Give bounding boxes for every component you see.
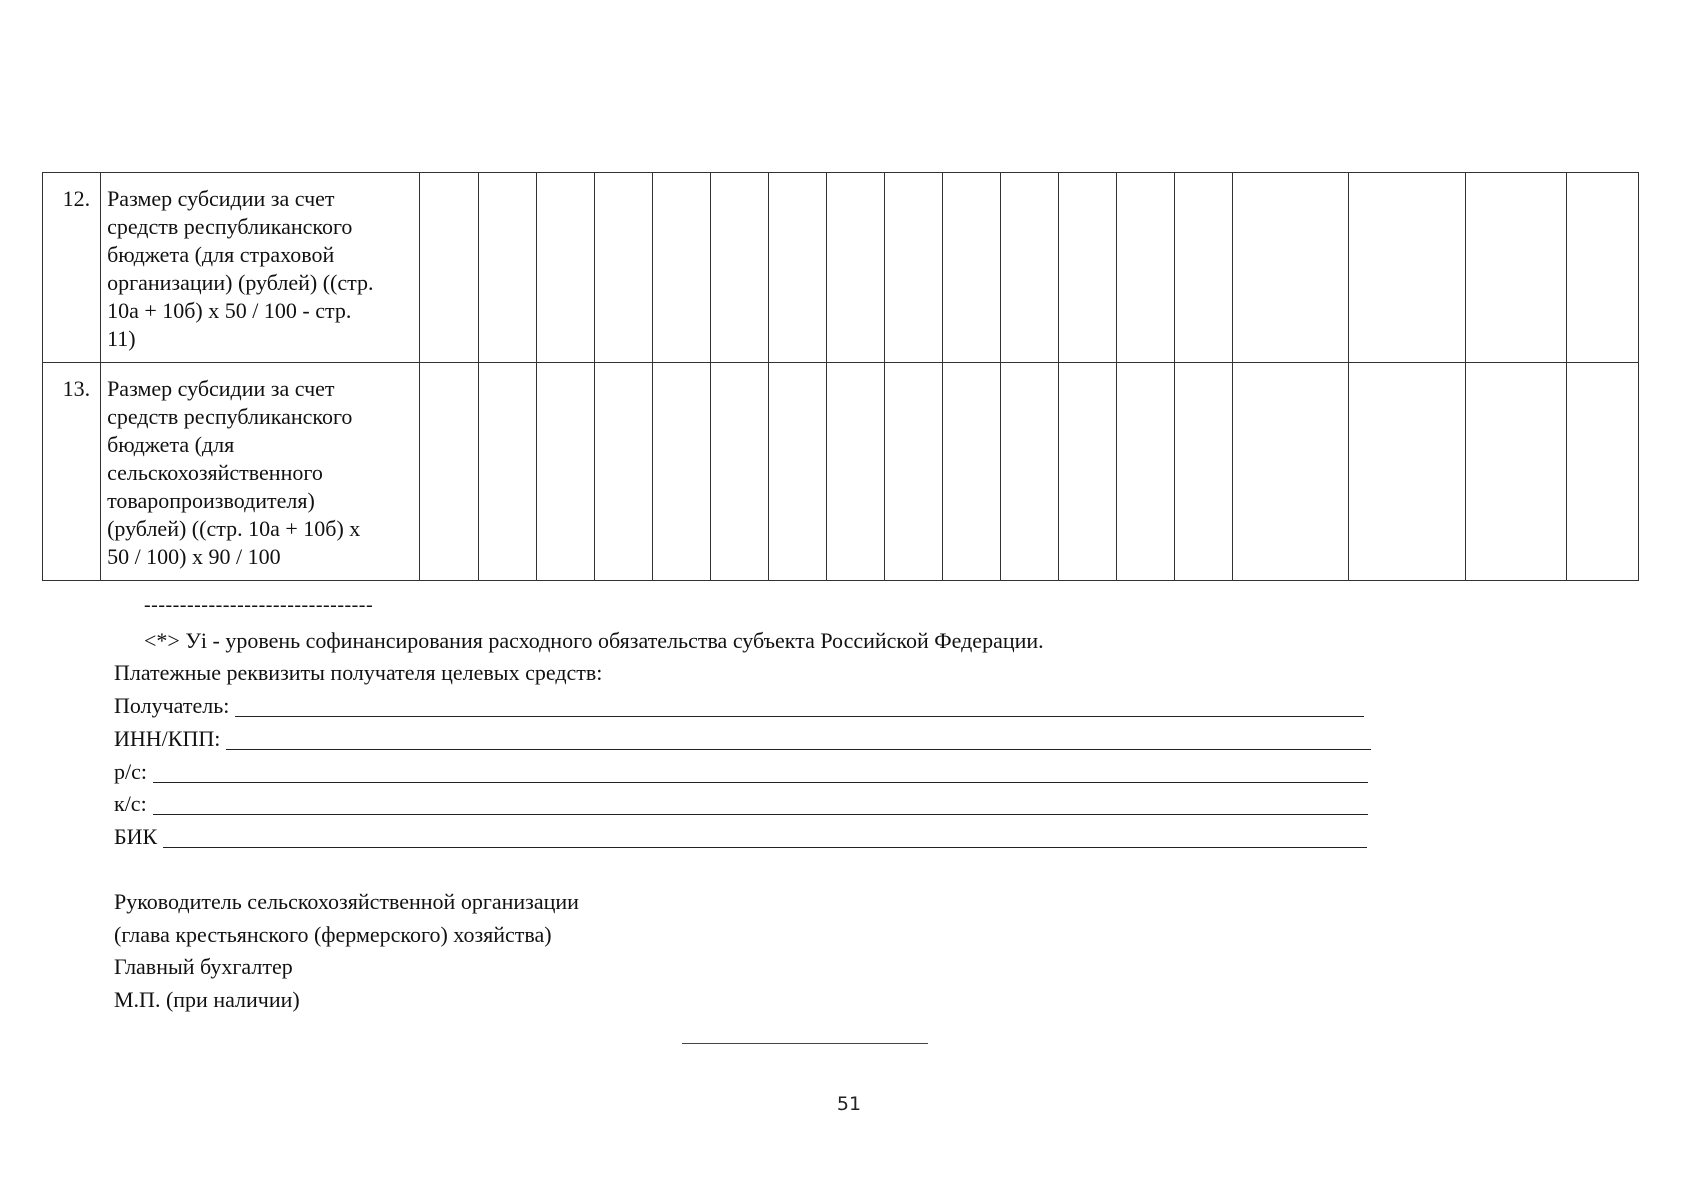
value-cell[interactable] bbox=[1566, 363, 1638, 581]
value-cell[interactable] bbox=[478, 363, 536, 581]
correspondent-account-label: к/с: bbox=[114, 791, 147, 816]
value-cell[interactable] bbox=[1175, 173, 1233, 363]
value-cell[interactable] bbox=[420, 363, 478, 581]
value-cell[interactable] bbox=[710, 363, 768, 581]
subsidy-calculation-table bbox=[42, 172, 1639, 581]
row-label-line: бюджета (для bbox=[107, 432, 235, 457]
value-cell[interactable] bbox=[1001, 173, 1059, 363]
value-cell[interactable] bbox=[478, 173, 536, 363]
footnote-text: <*> Уi - уровень софинансирования расходного обязательства субъекта Российской Федерации. bbox=[144, 628, 1044, 653]
value-cell[interactable] bbox=[768, 363, 826, 581]
row-label-line: 10а + 10б) x 50 / 100 - стр. bbox=[107, 298, 352, 323]
bik-field[interactable] bbox=[114, 823, 1367, 851]
value-cell[interactable] bbox=[536, 363, 594, 581]
value-cell[interactable] bbox=[536, 173, 594, 363]
settlement-account-line[interactable] bbox=[153, 760, 1368, 783]
value-cell[interactable] bbox=[884, 173, 942, 363]
requisites-heading: Платежные реквизиты получателя целевых средств: bbox=[114, 660, 603, 685]
signature-head-of-organization: Руководитель сельскохозяйственной организации bbox=[114, 889, 579, 914]
value-cell[interactable] bbox=[1349, 363, 1465, 581]
row-label-line: 50 / 100) x 90 / 100 bbox=[107, 544, 281, 569]
value-cell[interactable] bbox=[768, 173, 826, 363]
table-row bbox=[43, 363, 1639, 581]
value-cell[interactable] bbox=[594, 363, 652, 581]
table-row bbox=[43, 173, 1639, 363]
footnote-separator: -------------------------------- bbox=[144, 594, 374, 616]
value-cell[interactable] bbox=[710, 173, 768, 363]
row-label bbox=[101, 173, 420, 363]
bik-label: БИК bbox=[114, 824, 158, 849]
signature-farm-head: (глава крестьянского (фермерского) хозяйства) bbox=[114, 922, 552, 947]
row-label-line: бюджета (для страховой bbox=[107, 242, 335, 267]
value-cell[interactable] bbox=[652, 173, 710, 363]
value-cell[interactable] bbox=[1059, 173, 1117, 363]
row-label-line: Размер субсидии за счет bbox=[107, 186, 335, 211]
value-cell[interactable] bbox=[1233, 363, 1349, 581]
value-cell[interactable] bbox=[1465, 363, 1566, 581]
value-cell[interactable] bbox=[943, 173, 1001, 363]
value-cell[interactable] bbox=[594, 173, 652, 363]
correspondent-account-line[interactable] bbox=[153, 792, 1368, 815]
row-label-line: 11) bbox=[107, 326, 136, 351]
page-number: 51 bbox=[836, 1093, 862, 1115]
row-label-line: средств республиканского bbox=[107, 214, 353, 239]
inn-kpp-line[interactable] bbox=[226, 727, 1371, 750]
value-cell[interactable] bbox=[1233, 173, 1349, 363]
value-cell[interactable] bbox=[1117, 363, 1175, 581]
row-label-line: организации) (рублей) ((стр. bbox=[107, 270, 374, 295]
row-label bbox=[101, 363, 420, 581]
settlement-account-field[interactable] bbox=[114, 758, 1368, 786]
inn-kpp-label: ИНН/КПП: bbox=[114, 726, 221, 751]
end-of-document-rule bbox=[682, 1043, 928, 1044]
row-label-line: средств республиканского bbox=[107, 404, 353, 429]
row-label-line: сельскохозяйственного bbox=[107, 460, 323, 485]
inn-kpp-field[interactable] bbox=[114, 725, 1371, 753]
value-cell[interactable] bbox=[826, 363, 884, 581]
row-label-line: товаропроизводителя) bbox=[107, 488, 315, 513]
row-label-line: (рублей) ((стр. 10а + 10б) x bbox=[107, 516, 361, 541]
correspondent-account-field[interactable] bbox=[114, 790, 1368, 818]
signature-seal: М.П. (при наличии) bbox=[114, 987, 300, 1012]
value-cell[interactable] bbox=[1175, 363, 1233, 581]
value-cell[interactable] bbox=[884, 363, 942, 581]
recipient-label: Получатель: bbox=[114, 693, 230, 718]
value-cell[interactable] bbox=[943, 363, 1001, 581]
value-cell[interactable] bbox=[826, 173, 884, 363]
signature-chief-accountant: Главный бухгалтер bbox=[114, 954, 293, 979]
value-cell[interactable] bbox=[1117, 173, 1175, 363]
value-cell[interactable] bbox=[1566, 173, 1638, 363]
value-cell[interactable] bbox=[1059, 363, 1117, 581]
recipient-line[interactable] bbox=[235, 694, 1364, 717]
value-cell[interactable] bbox=[1001, 363, 1059, 581]
row-number: 12. bbox=[43, 173, 101, 363]
row-label-line: Размер субсидии за счет bbox=[107, 376, 335, 401]
row-number: 13. bbox=[43, 363, 101, 581]
bik-line[interactable] bbox=[163, 825, 1367, 848]
value-cell[interactable] bbox=[652, 363, 710, 581]
value-cell[interactable] bbox=[420, 173, 478, 363]
settlement-account-label: р/с: bbox=[114, 759, 147, 784]
recipient-field[interactable] bbox=[114, 692, 1364, 720]
value-cell[interactable] bbox=[1349, 173, 1465, 363]
value-cell[interactable] bbox=[1465, 173, 1566, 363]
